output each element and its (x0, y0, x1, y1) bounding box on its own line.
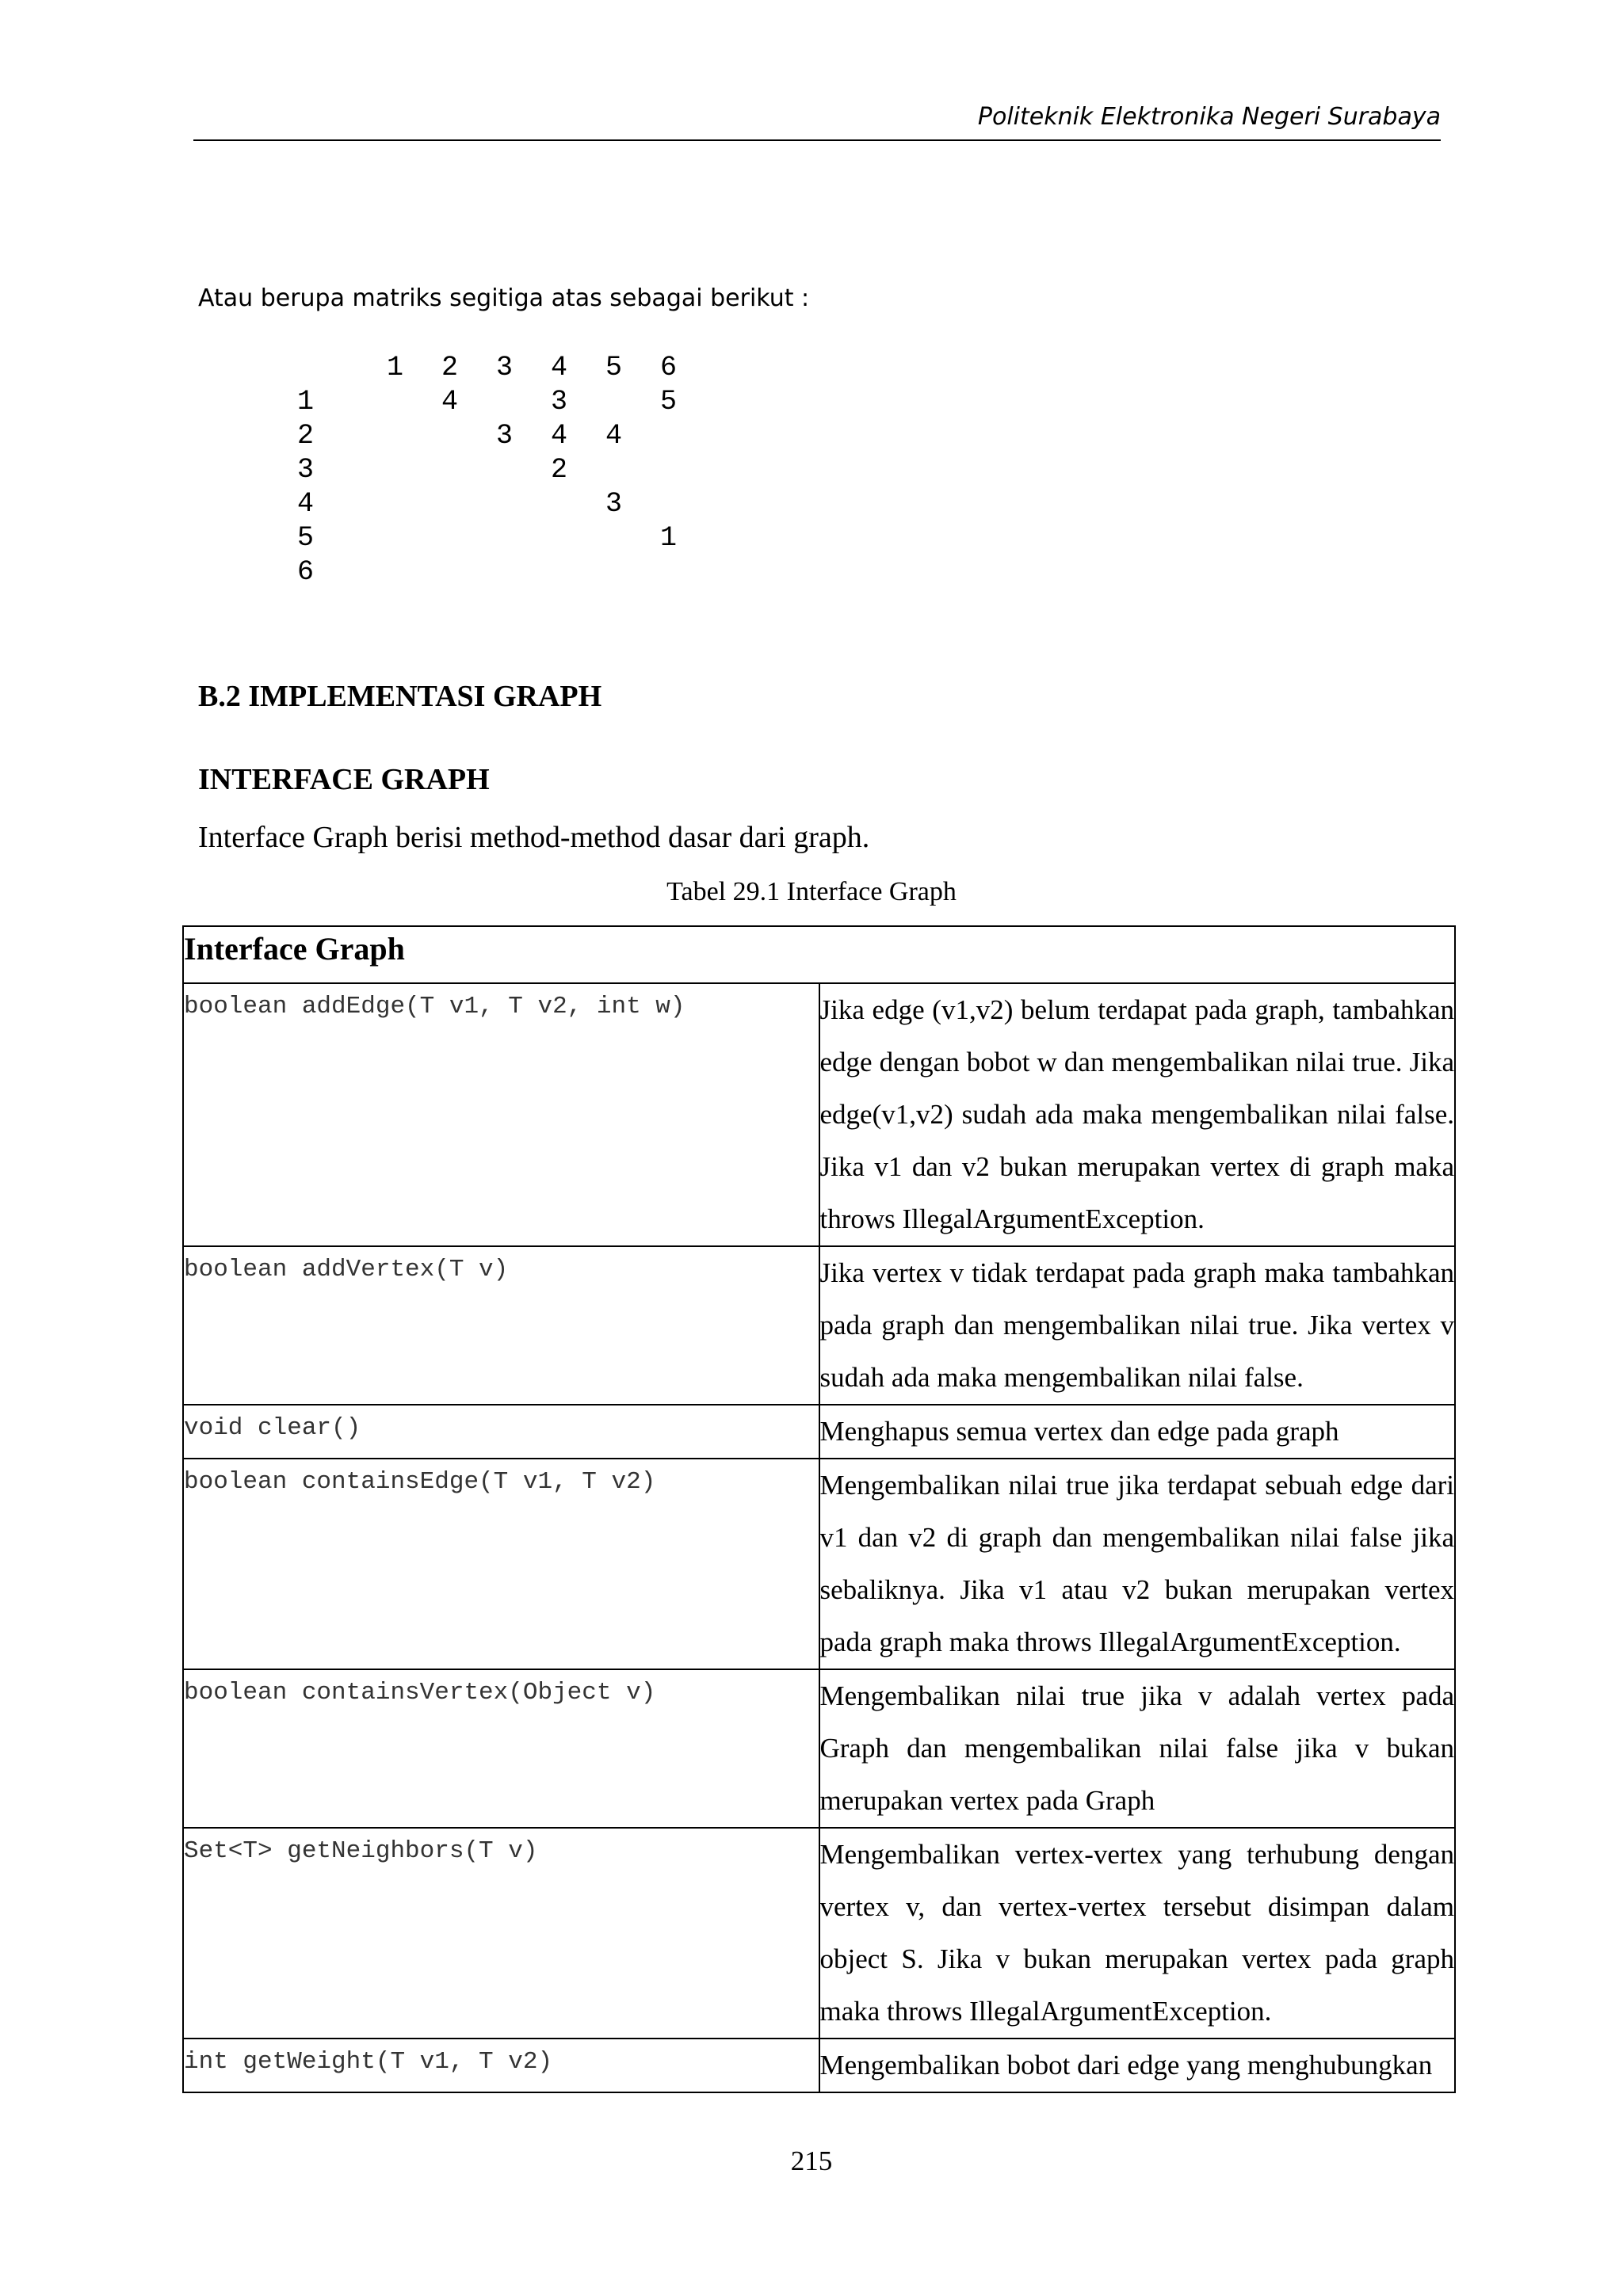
table-header: Interface Graph (183, 926, 1455, 983)
matrix-col-header: 6 (660, 352, 678, 383)
table-row (183, 1246, 1455, 1405)
interface-graph-table (182, 925, 1456, 2093)
intro-text: Atau berupa matriks segitiga atas sebagai berikut : (198, 284, 810, 312)
page-number: 215 (790, 2145, 833, 2176)
method-signature: void clear() (183, 1405, 819, 1459)
matrix-row-header: 2 (297, 420, 315, 452)
method-description: Mengembalikan bobot dari edge yang menghubungkan (819, 2039, 1456, 2092)
method-description: Mengembalikan nilai true jika v adalah vertex pada Graph dan mengembalikan nilai false jika v bukan merupakan vertex pada Graph (819, 1669, 1456, 1828)
table-row (183, 1459, 1455, 1669)
matrix-col-header: 2 (441, 352, 459, 383)
table-row (183, 1669, 1455, 1828)
matrix-cell: 4 (551, 420, 568, 452)
matrix-row-header: 6 (297, 556, 315, 588)
matrix-cell: 5 (660, 386, 678, 418)
table-caption: Tabel 29.1 Interface Graph (666, 877, 957, 906)
method-description: Jika edge (v1,v2) belum terdapat pada graph, tambahkan edge dengan bobot w dan mengembalikan nilai true. Jika edge(v1,v2) sudah ada maka mengembalikan nilai false. Jika v1 dan v2 bukan merupakan vertex di graph maka throws IllegalArgumentException. (819, 983, 1456, 1246)
method-signature: boolean containsVertex(Object v) (183, 1669, 819, 1828)
table-row (183, 983, 1455, 1246)
matrix-cell: 2 (551, 454, 568, 486)
matrix-cell: 3 (496, 420, 514, 452)
method-signature: int getWeight(T v1, T v2) (183, 2039, 819, 2092)
method-signature: Set<T> getNeighbors(T v) (183, 1828, 819, 2039)
table-header-row (183, 926, 1455, 983)
matrix-row-header: 3 (297, 454, 315, 486)
section-description: Interface Graph berisi method-method dasar dari graph. (198, 821, 870, 854)
method-signature: boolean addVertex(T v) (183, 1246, 819, 1405)
method-description: Jika vertex v tidak terdapat pada graph maka tambahkan pada graph dan mengembalikan nilai true. Jika vertex v sudah ada maka mengembalikan nilai false. (819, 1246, 1456, 1405)
matrix-cell: 4 (441, 386, 459, 418)
section-title: B.2 IMPLEMENTASI GRAPH (198, 680, 602, 713)
matrix-cell: 3 (605, 488, 623, 520)
matrix-col-header: 5 (605, 352, 623, 383)
method-signature: boolean containsEdge(T v1, T v2) (183, 1459, 819, 1669)
matrix-cell: 1 (660, 522, 678, 554)
matrix-row-header: 5 (297, 522, 315, 554)
matrix-col-header: 1 (387, 352, 404, 383)
subsection-title: INTERFACE GRAPH (198, 763, 490, 796)
matrix-cell: 4 (605, 420, 623, 452)
matrix-row-header: 4 (297, 488, 315, 520)
method-description: Menghapus semua vertex dan edge pada graph (819, 1405, 1456, 1459)
page-header (193, 101, 1441, 141)
matrix-col-header: 3 (496, 352, 514, 383)
header-institution: Politeknik Elektronika Negeri Surabaya (977, 103, 1441, 131)
table-row (183, 1405, 1455, 1459)
method-description: Mengembalikan vertex-vertex yang terhubung dengan vertex v, dan vertex-vertex tersebut disimpan dalam object S. Jika v bukan merupakan vertex pada graph maka throws IllegalArgumentException. (819, 1828, 1456, 2039)
matrix-col-header: 4 (551, 352, 568, 383)
table-row (183, 2039, 1455, 2092)
table-row (183, 1828, 1455, 2039)
method-signature: boolean addEdge(T v1, T v2, int w) (183, 983, 819, 1246)
matrix-row-header: 1 (297, 386, 315, 418)
matrix-cell: 3 (551, 386, 568, 418)
method-description: Mengembalikan nilai true jika terdapat sebuah edge dari v1 dan v2 di graph dan mengembalikan nilai false jika sebaliknya. Jika v1 atau v2 bukan merupakan vertex pada graph maka throws IllegalArgumentException. (819, 1459, 1456, 1669)
